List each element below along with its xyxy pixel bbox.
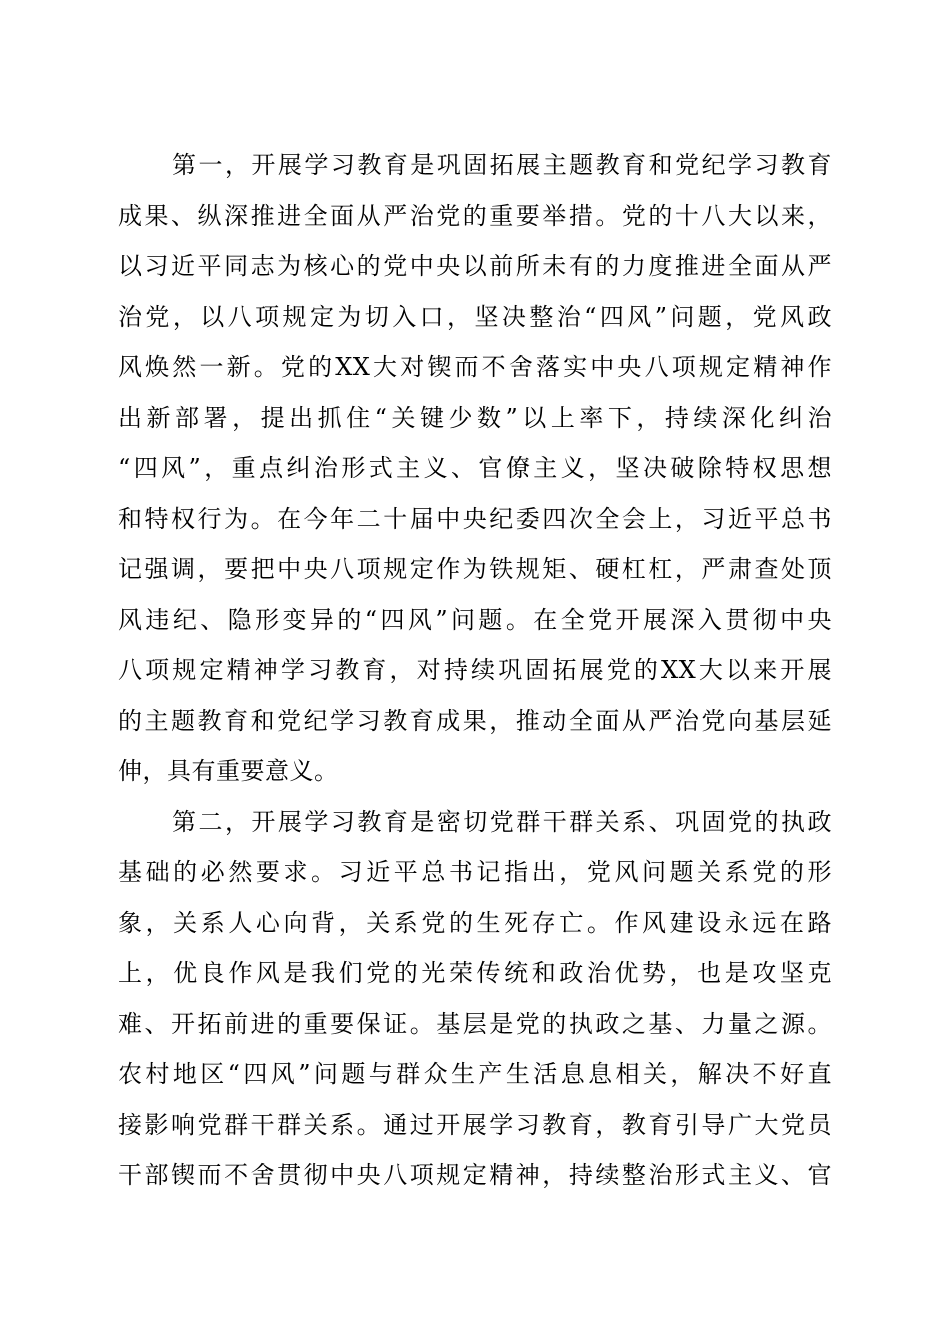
paragraph-line: 难、开拓前进的重要保证。基层是党的执政之基、力量之源。 — [118, 1009, 832, 1038]
paragraph-line: 和特权行为。在今年二十届中央纪委四次全会上，习近平总书 — [118, 504, 832, 533]
paragraph-2 — [118, 797, 832, 1201]
paragraph-line: 以习近平同志为核心的党中央以前所未有的力度推进全面从严 — [118, 252, 832, 280]
paragraph-line: 农村地区“四风”问题与群众生产生活息息相关，解决不好直 — [118, 1060, 832, 1088]
paragraph-line: 伸，具有重要意义。 — [118, 757, 339, 785]
paragraph-line: 接影响党群干群关系。通过开展学习教育，教育引导广大党员 — [118, 1110, 832, 1139]
paragraph-line: 象，关系人心向背，关系党的生死存亡。作风建设永远在路 — [118, 908, 832, 937]
paragraph-line: 上，优良作风是我们党的光荣传统和政治优势，也是攻坚克 — [118, 959, 832, 987]
paragraph-line: 的主题教育和党纪学习教育成果，推动全面从严治党向基层延 — [118, 706, 832, 735]
paragraph-line: 八项规定精神学习教育，对持续巩固拓展党的XX大以来开展 — [118, 656, 832, 684]
paragraph-line: 第一，开展学习教育是巩固拓展主题教育和党纪学习教育 — [172, 151, 832, 179]
paragraph-line: 治党，以八项规定为切入口，坚决整治“四风”问题，党风政 — [118, 302, 832, 331]
paragraph-line: 基础的必然要求。习近平总书记指出，党风问题关系党的形 — [118, 858, 832, 886]
paragraph-line: 记强调，要把中央八项规定作为铁规矩、硬杠杠，严肃查处顶 — [118, 555, 832, 583]
document-body — [118, 140, 832, 1201]
paragraph-line: “四风”，重点纠治形式主义、官僚主义，坚决破除特权思想 — [118, 454, 832, 482]
paragraph-line: 风违纪、隐形变异的“四风”问题。在全党开展深入贯彻中央 — [118, 605, 832, 634]
paragraph-line: 干部锲而不舍贯彻中央八项规定精神，持续整治形式主义、官 — [118, 1161, 832, 1189]
paragraph-line: 成果、纵深推进全面从严治党的重要举措。党的十八大以来， — [118, 201, 832, 230]
paragraph-1 — [118, 140, 832, 797]
paragraph-line: 第二，开展学习教育是密切党群干群关系、巩固党的执政 — [172, 807, 832, 836]
paragraph-line: 风焕然一新。党的XX大对锲而不舍落实中央八项规定精神作 — [118, 353, 832, 381]
paragraph-line: 出新部署，提出抓住“关键少数”以上率下，持续深化纠治 — [118, 403, 832, 432]
